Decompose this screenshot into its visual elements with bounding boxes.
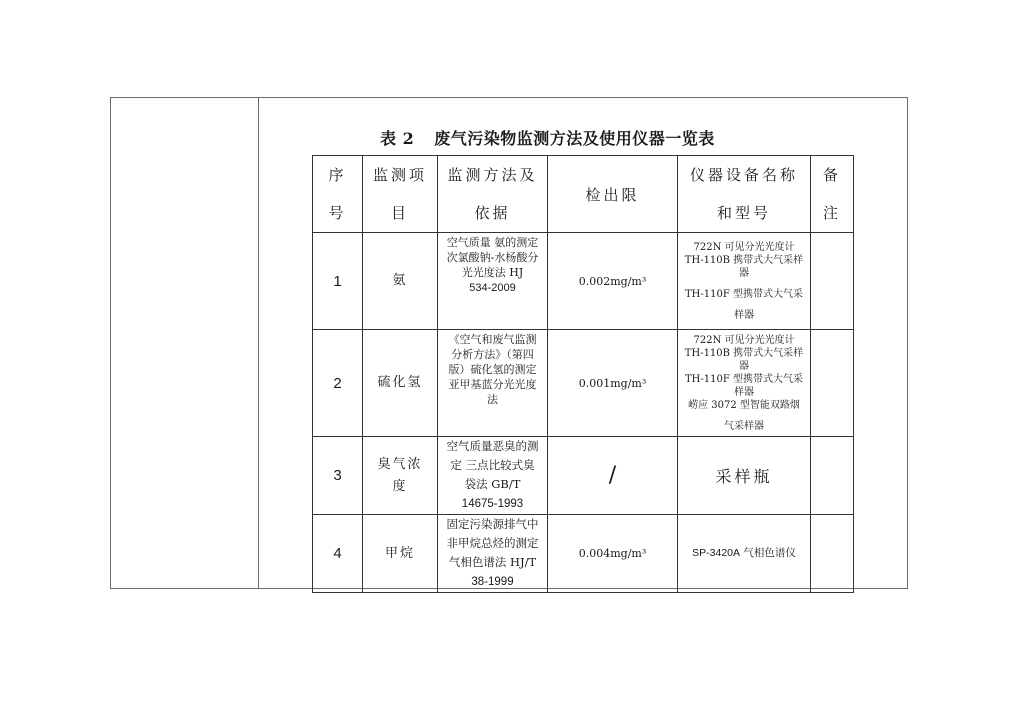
- row-method: 《空气和废气监测 分析方法》（第四 版）硫化氢的测定 亚甲基蓝分光光度 法: [438, 330, 548, 437]
- header-method: 监测方法及 依据: [438, 156, 548, 233]
- row-limit: 0.001mg/m³: [548, 330, 678, 437]
- row-seq: 3: [313, 437, 363, 515]
- row-remark: [811, 437, 854, 515]
- row-item: 氨: [363, 233, 438, 330]
- row-seq: 4: [313, 515, 363, 593]
- header-instrument: 仪器设备名称 和型号: [678, 156, 811, 233]
- row-seq: 1: [313, 233, 363, 330]
- row-instrument: 722N 可见分光光度计 TH-110B 携带式大气采样 器 TH-110F 型携带式大气采 样器: [678, 233, 811, 330]
- row-remark: [811, 233, 854, 330]
- monitoring-methods-table: [312, 155, 854, 593]
- row-method: 空气质量 氨的测定 次氯酸钠-水杨酸分 光光度法 HJ 534-2009: [438, 233, 548, 330]
- row-seq: 2: [313, 330, 363, 437]
- row-item: 臭气浓 度: [363, 437, 438, 515]
- header-remark: 备 注: [811, 156, 854, 233]
- header-limit: 检出限: [548, 156, 678, 233]
- table-row: [313, 515, 854, 593]
- caption-number: 表 2: [380, 129, 415, 148]
- row-instrument: SP-3420A 气相色谱仪: [678, 515, 811, 593]
- caption-title: 废气污染物监测方法及使用仪器一览表: [434, 129, 715, 148]
- row-limit: /: [548, 437, 678, 515]
- row-limit: 0.004mg/m³: [548, 515, 678, 593]
- row-remark: [811, 515, 854, 593]
- table-row: [313, 330, 854, 437]
- header-item: 监测项 目: [363, 156, 438, 233]
- row-method: 空气质量恶臭的测 定 三点比较式臭 袋法 GB/T 14675-1993: [438, 437, 548, 515]
- table-row: [313, 437, 854, 515]
- header-seq: 序 号: [313, 156, 363, 233]
- row-remark: [811, 330, 854, 437]
- row-instrument: 采样瓶: [678, 437, 811, 515]
- row-limit: 0.002mg/m³: [548, 233, 678, 330]
- header-row: [313, 156, 854, 233]
- column-divider: [258, 97, 259, 589]
- row-item: 硫化氢: [363, 330, 438, 437]
- row-method: 固定污染源排气中 非甲烷总烃的测定 气相色谱法 HJ/T 38-1999: [438, 515, 548, 593]
- row-instrument: 722N 可见分光光度计 TH-110B 携带式大气采样 器 TH-110F 型携带式大气采 样器 崂应 3072 型智能双路烟 气采样器: [678, 330, 811, 437]
- row-item: 甲烷: [363, 515, 438, 593]
- table-caption: [380, 126, 800, 149]
- table-row: [313, 233, 854, 330]
